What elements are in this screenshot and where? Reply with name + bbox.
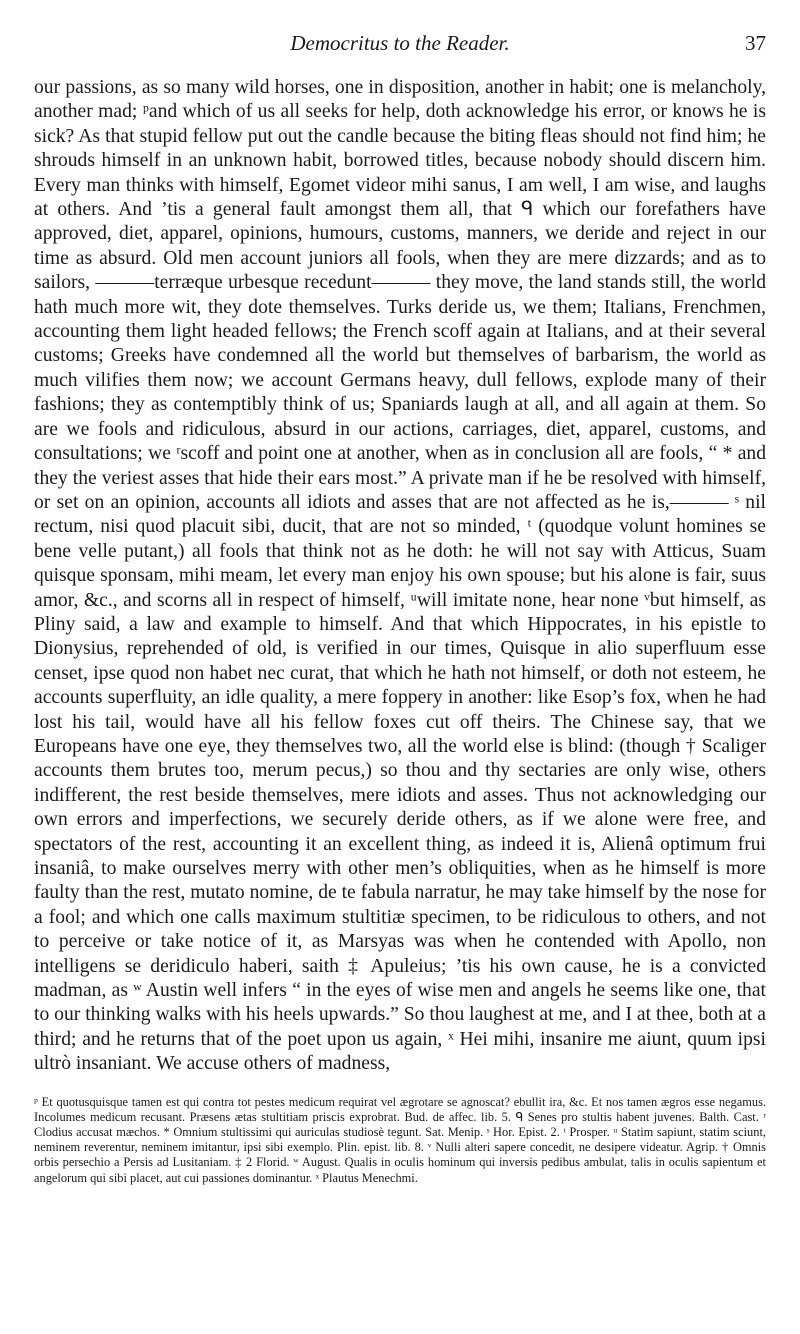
footnotes — [34, 1095, 766, 1186]
running-title: Democritus to the Reader. — [290, 31, 510, 55]
footnotes-text: ᵖ Et quotusquisque tamen est qui contra tot pestes medicum requirat vel ægrotare se agnoscat? ebullit ira, &c. Et nos tamen ægros esse negamus. Incolumes medicum recusant. Præsens ætas stultitiam priscis exprobrat. Bud. de affec. lib. 5. ᑫ Senes pro stultis habent juvenes. Balth. Cast. ʳ Clodius accusat mæchos. * Omnium stultissimi qui auriculas studiosè tegunt. Sat. Menip. ˢ Hor. Epist. 2. ᵗ Prosper. ᵘ Statim sapiunt, statim sciunt, neminem reverentur, neminem imitantur, ipsi sibi exemplo. Plin. epist. lib. 8. ᵛ Nulli alteri sapere concedit, ne desipere videatur. Agrip. † Omnis orbis persechio a Persis ad Lusitaniam. ‡ 2 Florid. ʷ August. Qualis in oculis hominum qui inversis pedibus ambulat, talis in oculis sapientum et angelorum qui sibi placet, aut cui passiones dominantur. ˣ Plautus Menechmi. — [34, 1094, 766, 1185]
body-paragraph: our passions, as so many wild horses, one in disposition, another in habit; one is melancholy, another mad; ᵖand which of us all seeks for help, doth acknowledge his error, or knows he is sick? As that stupid fellow put out the candle because the biting fleas should not find him; he shrouds himself in an unknown habit, borrowed titles, because nobody should discern him. Every man thinks with himself, Egomet videor mihi sanus, I am well, I am wise, and laughs at others. And ’tis a general fault amongst them all, that ᑫ which our forefathers have approved, diet, apparel, opinions, humours, customs, manners, we deride and reject in our time as absurd. Old men account juniors all fools, when they are mere dizzards; and as to sailors, ———terræque urbesque recedunt——— they move, the land stands still, the world hath much more wit, they dote themselves. Turks deride us, we them; Italians, Frenchmen, accounting them light headed fellows; the French scoff again at Italians, and at their several customs; Greeks have condemned all the world but themselves of barbarism, the world as much vilifies them now; we account Germans heavy, dull fellows, explode many of their fashions; they as contemptibly think of us; Spaniards laugh at all, and all again at them. So are we fools and ridiculous, absurd in our actions, carriages, diet, apparel, customs, and consultations; we ʳscoff and point one at another, when as in conclusion all are fools, “ * and they the veriest asses that hide their ears most.” A private man if he be resolved with himself, or set on an opinion, accounts all idiots and asses that are not affected as he is,——— ˢ nil rectum, nisi quod placuit sibi, ducit, that are not so minded, ᵗ (quodque volunt homines se bene velle putant,) all fools that think not as he doth: he will not say with Atticus, Suam quisque sponsam, mihi meam, let every man enjoy his own spouse; but his alone is fair, suus amor, &c., and scorns all in respect of himself, ᵘwill imitate none, hear none ᵛbut himself, as Pliny said, a law and example to himself. And that which Hippocrates, in his epistle to Dionysius, reprehended of old, is verified in our times, Quisque in alio superfluum esse censet, ipse quod non habet nec curat, that which he hath not himself, or doth not esteem, he accounts superfluity, an idle quality, a mere foppery in another: like Esop’s fox, when he had lost his tail, would have all his fellow foxes cut off theirs. The Chinese say, that we Europeans have one eye, they themselves two, all the world else is blind: (though † Scaliger accounts them brutes too, merum pecus,) so thou and thy sectaries are only wise, others indifferent, the rest beside themselves, mere idiots and asses. Thus not acknowledging our own errors and imperfections, we securely deride others, as if we alone were free, and spectators of the rest, accounting it an excellent thing, as indeed it is, Alienâ optimum frui insaniâ, to make ourselves merry with other men’s obliquities, when as he himself is more faulty than the rest, mutato nomine, de te fabula narratur, he may take himself by the nose for a fool; and which one calls maximum stultitiæ specimen, to be ridiculous to others, and not to perceive or take notice of it, as Marsyas was when he contended with Apollo, non intelligens se deridiculo haberi, saith ‡ Apuleius; ’tis his own cause, he is a convicted madman, as ʷ Austin well infers “ in the eyes of wise men and angels he seems like one, that to our thinking walks with his heels upwards.” So thou laughest at me, and I at thee, both at a third; and he returns that of the poet upon us again, ˣ Hei mihi, insanire me aiunt, quum ipsi ultrò insaniant. We accuse others of madness, — [34, 77, 766, 1075]
body-text — [34, 76, 766, 1077]
page-number: 37 — [745, 31, 766, 55]
page-header — [34, 28, 766, 58]
